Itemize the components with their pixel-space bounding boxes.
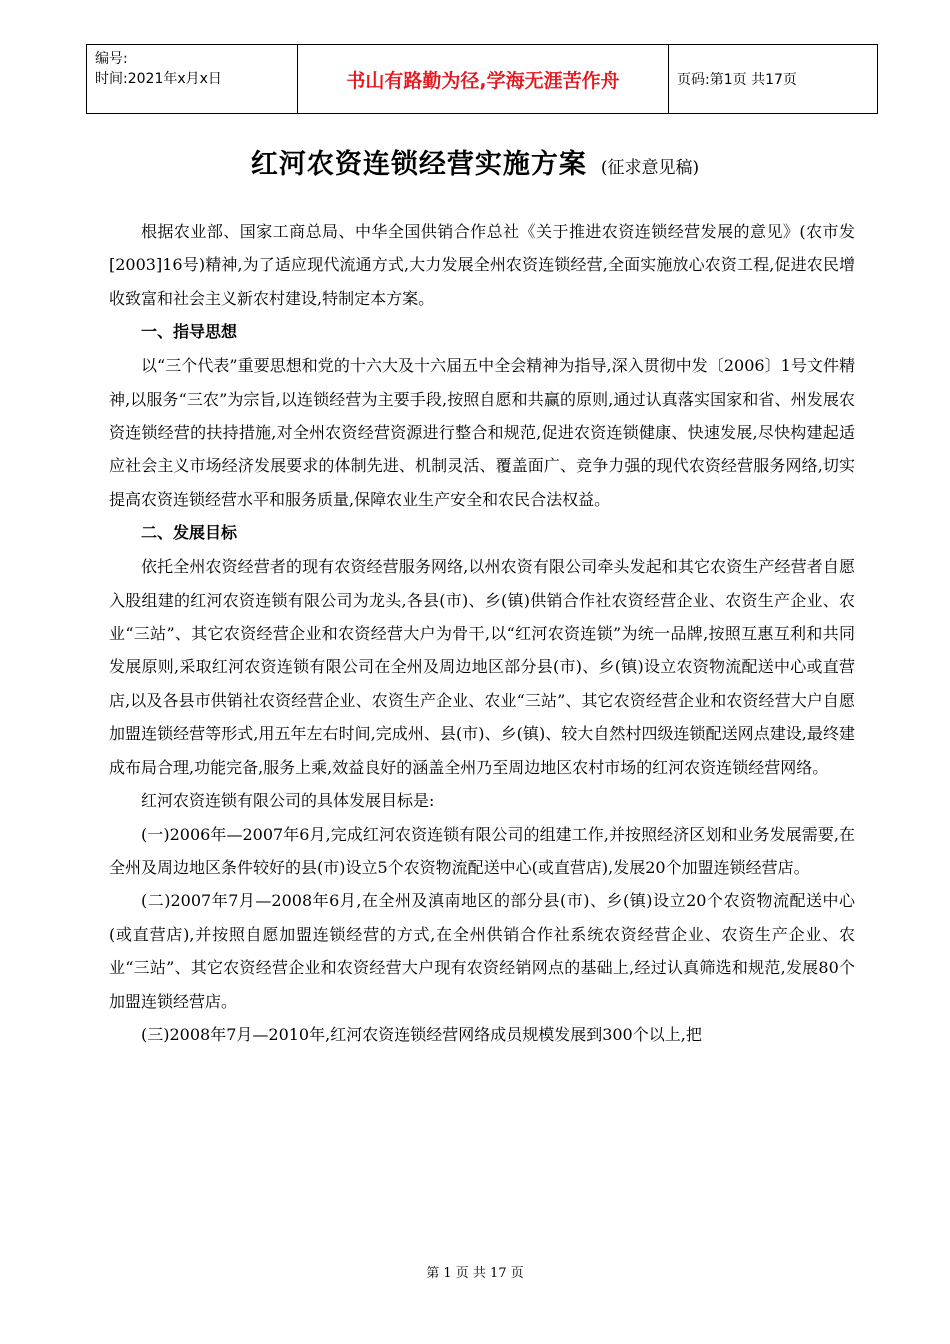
header-page-number: 页码:第1页 共17页 [669,45,878,114]
section-heading-development-goals: 二、发展目标 [141,523,238,543]
goal-paragraph-1: (一)2006年—2007年6月,完成红河农资连锁有限公司的组建工作,并按照经济区划和业务发展需要,在全州及周边地区条件较好的县(市)设立5个农资物流配送中心(或直营店),发展20个加盟连锁经营店。 [109,824,855,877]
document-number-label: 编号: [95,51,128,67]
title-subtitle: (征求意见稿) [600,158,700,178]
header-table [86,44,878,114]
intro-paragraph: 根据农业部、国家工商总局、中华全国供销合作总社《关于推进农资连锁经营发展的意见》(农市发[2003]16号)精神,为了适应现代流通方式,大力发展全州农资连锁经营,全面实施放心农资工程,促进农民增收致富和社会主义新农村建设,特制定本方案。 [109,222,855,308]
goal-paragraph-2: (二)2007年7月—2008年6月,在全州及滇南地区的部分县(市)、乡(镇)设立20个农资物流配送中心(或直营店),并按照自愿加盟连锁经营的方式,在全州供销合作社系统农资经营企业、农资生产企业、农业“三站”、其它农资经营企业和农资经营大户现有农资经销网点的基础上,经过认真筛选和规范,发展80个加盟连锁经营店。 [109,891,855,1011]
document-time-label: 时间:2021年x月x日 [95,71,222,87]
section-heading-guiding-thought: 一、指导思想 [141,322,238,342]
header-motto: 书山有路勤为径,学海无涯苦作舟 [298,45,669,114]
page-footer: 第 1 页 共 17 页 [426,1266,524,1281]
section-paragraph-guiding-thought: 以“三个代表”重要思想和党的十六大及十六届五中全会精神为指导,深入贯彻中发〔2006〕1号文件精神,以服务“三农”为宗旨,以连锁经营为主要手段,按照自愿和共赢的原则,通过认真落实国家和省、州发展农资连锁经营的扶持措施,对全州农资经营资源进行整合和规范,促进农资连锁健康、快速发展,尽快构建起适应社会主义市场经济发展要求的体制先进、机制灵活、覆盖面广、竞争力强的现代农资经营服务网络,切实提高农资连锁经营水平和服务质量,保障农业生产安全和农民合法权益。 [109,356,855,509]
title-main: 红河农资连锁经营实施方案 [250,149,587,180]
section-paragraph-development-goals: 依托全州农资经营者的现有农资经营服务网络,以州农资有限公司牵头发起和其它农资生产经营者自愿入股组建的红河农资连锁有限公司为龙头,各县(市)、乡(镇)供销合作社农资经营企业、农资生产企业、农业“三站”、其它农资经营企业和农资经营大户为骨干,以“红河农资连锁”为统一品牌,按照互惠互利和共同发展原则,采取红河农资连锁有限公司在全州及周边地区部分县(市)、乡(镇)设立农资物流配送中心或直营店,以及各县市供销社农资经营企业、农资生产企业、农业“三站”、其它农资经营企业和农资经营大户自愿加盟连锁经营等形式,用五年左右时间,完成州、县(市)、乡(镇)、较大自然村四级连锁配送网点建设,最终建成布局合理,功能完备,服务上乘,效益良好的涵盖全州乃至周边地区农村市场的红河农资连锁经营网络。 [109,557,855,777]
document-title [0,142,950,181]
document-body [109,215,855,1051]
goal-paragraph-3: (三)2008年7月—2010年,红河农资连锁经营网络成员规模发展到300个以上,把 [141,1024,702,1044]
header-meta-cell [87,45,298,114]
goals-intro-paragraph: 红河农资连锁有限公司的具体发展目标是: [141,791,435,811]
